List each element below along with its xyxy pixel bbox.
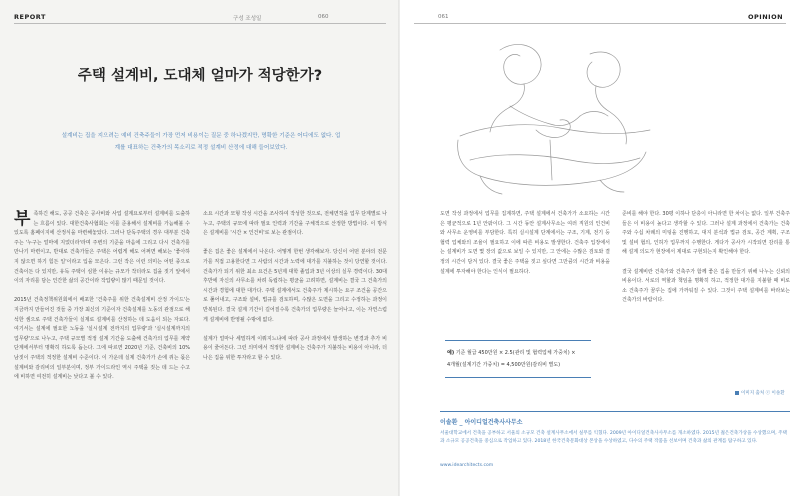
page-number-right: 061 xyxy=(438,14,449,20)
paragraph: 도면 작성 과정에서 업무를 집계하면, 주택 설계에서 건축가가 소요하는 시간은 평균적으로 1년 안팎이다. 그 시간 동안 설계사무소는 여러 직원의 인건비와 사무소 운영비를 부담한다. 특히 실시설계 단계에서는 구조, 기계, 전기 등 협력 업체와의 조율이 필요하고 이에 따른 비용도 발생한다. 건축주 입장에서는 설계비가 도면 몇 장의 값으로 보일 수 있지만, 그 안에는 수많은 검토와 결정의 시간이 담겨 있다. 결국 좋은 주택을 짓고 싶다면 그만큼의 시간과 비용을 설계에 투자해야 한다는 인식이 필요하다. xyxy=(440,211,610,275)
paragraph: 소요 시간과 모형 작성 시간을 조사하여 작성한 것으로, 전체면적을 업무 단계별로 나누고, 주택의 규모에 따라 필요 인력과 기간을 구체적으로 산정한 방법이다. 이 방식은 설계비를 '시간 × 인건비'로 보는 관점이다. xyxy=(203,211,387,237)
article-lead: 설계비는 집을 지으려는 예비 건축주들이 가장 먼저 비용이는 질문 중 하나겠지만, 명확한 기준은 어디에도 없다. 업계를 대표하는 건축가의 목소리로 적정 설계비 산정에 대해 들어보았다. xyxy=(61,133,341,151)
paragraph: 족하긴 해도, 공공 건축은 공사비와 사업 설계요로부터 설계비를 도출하는 흐름이 있다. 대한건축사협회는 이를 준용해서 설계비를 가늠해볼 수 있도록 홈페이지에 산정식을 마련해놓았다. 그러나 단독주택의 경우 대부분 건축주는 '누구는 얼마에 지었더라'라며 주변의 기준을 마음에 그리고 다시 건축가를 만나기 마련이고, 반대로 건축가들은 주택은 어렵게 해도 어쩌면 해보는 '좋아하지 않으면 하기 힘든 일'이라고 입을 모은다. 그런 작은 이런 의미는 어떤 종으로 건축이든 다 있지만, 유독 주택이 심한 이유는 규모가 작더라도 집을 짓기 앞에서 이의 자리를 담는 인간한 삶의 공간이라 작업량이 많기 때문일 것이다. xyxy=(14,211,190,285)
paragraph: 2015년 건축정책위원회에서 배포한 '건축주를 위한 건축설계비 산정 가이드'는 지금까지 만들어진 것들 중 가장 최신의 기준이자 건축설계를 노동의 관점으로 해석한 셈으로 주택 건축가들이 실제로 설계비를 산정하는 데 도움이 되는 자료다. 여기서는 설계에 필요한 노동을 '실시설계 전까지의 업무량'과 '실시설계까지의 업무량'으로 나누고, 주택 규모별 적정 설계 기간을 도출해 건축가의 업무를 계약 단계에서부터 명확히 하도록 돕는다. 그에 따르면 2020년 기준, 건축비의 10% 남짓이 주택의 적정한 설계비 수준이다. 이 가운데 실제 건축가가 손에 쥐는 몫은 설계비와 감리비의 일부분이며, 정부 가이드라인 역시 주택을 짓는 데 드는 수고에 비하면 여전히 설계비는 낮다고 볼 수 있다. xyxy=(14,297,190,381)
header-rule xyxy=(414,23,786,24)
line-drawing-illustration xyxy=(440,40,660,200)
article-title: 주택 설계비, 도대체 얼마가 적당한가? xyxy=(77,68,323,84)
example-line-1: 기준 월급 450만원 × 2.5(관리 및 협력업체 가중치) × xyxy=(455,350,576,356)
page-number-left: 060 xyxy=(318,14,329,20)
section-tag-report: REPORT xyxy=(14,13,46,21)
body-column-4 xyxy=(622,210,790,382)
right-page xyxy=(400,0,800,496)
author-name: 이솔환 _ 아이디얼건축사사무소 xyxy=(440,419,523,426)
body-column-3 xyxy=(440,210,610,330)
paragraph: 설계가 얼마나 세밀하게 이뤄지느냐에 따라 공사 과정에서 발생하는 변경과 추가 비용이 줄어든다. 그런 의미에서 적정한 설계비는 건축주가 지불하는 비용이 아니라, 더 나은 집을 위한 투자라고 할 수 있다. xyxy=(203,335,387,361)
author-website-link[interactable]: www.idearchitects.com xyxy=(440,463,494,468)
credit-text: 이미지 출처 ⓒ 이솔환 xyxy=(741,391,785,396)
paragraph: 좋은 집은 좋은 설계에서 나온다. 어떻게 한번 생각해보자. 당신이 어떤 분야의 전문가를 직접 고용한다면 그 사람의 시간과 노력에 대가를 지불하는 것이 당연할 것이다. 건축가가 되기 위한 최소 요건은 5년제 대학 졸업과 3년 이상의 실무 경력이다. 30대 후반에 자신의 사무소를 차려 독립하는 평균을 고려하면, 설계비는 결국 그 건축가의 시간과 경험에 대한 대가다. 주택 설계에서도 건축주가 제시하는 요구 조건을 공간으로 풀어내고, 구조와 설비, 법규를 검토하며, 수많은 도면을 그리고 수정하는 과정이 반복된다. 결국 설계 기간이 길어질수록 건축가의 업무량은 늘어나고, 이는 자연스럽게 설계비에 반영될 수밖에 없다. xyxy=(203,249,387,323)
body-column-1 xyxy=(14,210,190,490)
section-tag-opinion: OPINION xyxy=(748,13,784,21)
credit-square-icon xyxy=(735,391,739,395)
byline: 구성 조성일 xyxy=(233,16,262,22)
example-label: 예) xyxy=(447,350,455,356)
paragraph: 준비를 해야 한다. 30평 이하나 단층이 아니라면 한 차이는 없다. 일부 건축주들은 이 비용이 높다고 생각할 수 있다. 그러나 설계 과정에서 건축가는 건축주와 수십 차례의 미팅을 진행하고, 대지 분석과 법규 검토, 공간 계획, 구조 및 설비 협의, 인허가 업무까지 수행한다. 게다가 공사가 시작되면 감리를 통해 설계 의도가 현장에서 제대로 구현되는지 확인해야 한다. xyxy=(622,211,790,256)
author-divider xyxy=(440,411,790,412)
author-bio: 서울대학교에서 건축을 공부하고 서울의 소규모 건축 설계사무소에서 실무를 익혔다. 2009년 아이디얼건축사사무소를 개소하였다. 2015년 젊은건축가상을 수상했으며, 주택과 소규모 공공건축을 중심으로 작업하고 있다. 2018년 한국건축문화대상 본상을 수상하였고, 다수의 주택 작품을 선보이며 건축과 삶의 관계를 탐구하고 있다. xyxy=(440,431,787,445)
dropcap: 부 xyxy=(14,210,31,229)
body-column-2 xyxy=(203,210,387,490)
fee-example-box xyxy=(445,340,591,378)
paragraph: 결국 설계비란 건축가와 건축주가 함께 좋은 집을 만들기 위해 나누는 신뢰의 비용이다. 서로의 역할과 책임을 명확히 하고, 적정한 대가를 지불할 때 비로소 건축주가 꿈꾸는 집에 가까워질 수 있다. 그것이 주택 설계비를 바라보는 건축가의 바람이다. xyxy=(622,268,790,304)
example-line-2: 4개월(설계기간 가중치) = 4,500만원(감리비 별도) xyxy=(447,362,561,368)
photo-credit xyxy=(735,390,785,396)
header-rule xyxy=(14,23,386,24)
